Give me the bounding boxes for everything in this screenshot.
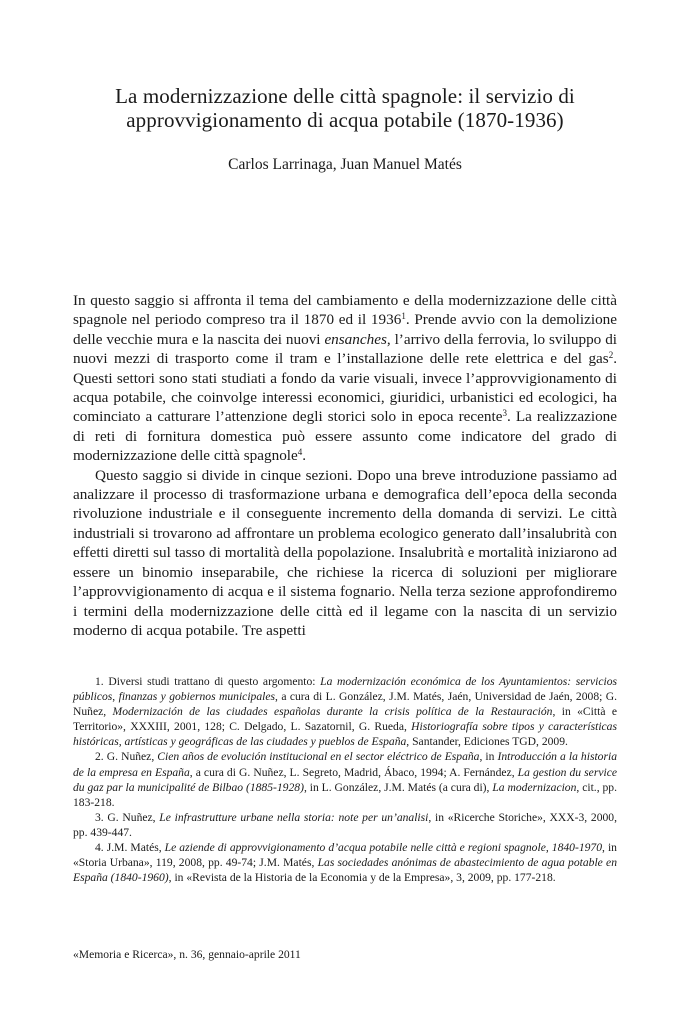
footnote-text: , in «Città e Territorio», XXXIII, 2001, 128; C. Delgado, L. Sazatornil, G. Rueda, [73,705,617,734]
article-page [73,84,618,961]
footnote-text: , a cura di G. Nuñez, L. Segreto, Madrid, Ábaco, 1994; A. Fernández, [189,765,518,779]
footnote-citation-title: Le aziende di approvvigionamento d’acqua potabile nelle città e regioni spagnole, 1840-1970 [164,841,603,855]
footnote-citation-title: La modernizacion [492,780,577,794]
body-text-run: . La realizzazione di reti di fornitura domestica può essere assunto come indicatore del grado di modernizzazione delle città spagnole [73,408,618,465]
footnote-text: 1. Diversi studi trattano di questo argomento: [95,675,321,688]
footnote-text: , in «Revista de la Historia de la Economia y de la Empresa», 3, 2009, pp. 177-218. [168,871,556,885]
footnote-citation-title: finanzas y gobiernos municipales [118,690,276,704]
footnote-citation-title: Le infrastrutture urbane nella storia: note per un’analisi [159,810,429,824]
footnote-citation-title: La modernización económica de los Ayuntamientos: servicios públicos [73,675,618,704]
footnote-3 [73,810,617,840]
body-text-run: . [302,447,307,465]
body-text-run: . Questi settori sono stati studiati a fondo da varie visuali, invece l’approvvigionamento di acqua potabile, che coinvolge interessi economici, giuridici, urbanistici ed ecologici, ha cominciato a catturare l’attenzione degli storici solo in epoca recente [73,350,617,426]
footnote-ref-2[interactable]: 2 [608,350,614,361]
footnote-ref-4[interactable]: 4 [297,447,303,458]
footnote-text: , Santander, Ediciones TGD, 2009. [406,735,568,749]
italic-term: ensanches [324,330,387,348]
footnote-ref-3[interactable]: 3 [502,408,507,419]
footnotes [73,674,617,885]
footnote-text: , [112,690,119,704]
footnote-citation-title: Modernización de las ciudades españolas durante la crisis política de la Restauración [112,705,553,719]
body-paragraph-2: Questo saggio si divide in cinque sezioni. Dopo una breve introduzione passiamo ad analizzare il processo di trasformazione urbana e demografica dell’epoca della seconda rivoluzione industriale e il conseguente incremento della domanda di servizi. Le città industriali si trovarono ad affrontare un problema ecologico generato dall’insalubrità con effetti diretti sul tasso di mortalità della popolazione. Insalubrità e mortalità iniziarono ad essere un binomio inseparabile, che richiese la ricerca di soluzioni per migliorare l’approvvigionamento di acqua e il sistema fognario. Nella terza sezione approfondiremo i termini della modernizzazione delle città ed il legame con la nascita di un servizio moderno di acqua potabile. Tre aspetti [73,466,617,639]
body-text-run: In questo saggio si affronta il tema del cambiamento e della modernizzazione delle città spagnole nel periodo compreso tra il 1870 ed il 1936 [73,292,617,329]
footnote-4 [73,840,617,885]
footnote-citation-title: Las sociedades anónimas de abastecimiento de agua potable en España (1840-1960) [73,856,617,885]
footnote-text: , a cura di L. González, J.M. Matés, Jaén, Universidad de Jaén, 2008; G. Nuñez, [73,690,618,719]
footnote-citation-title: Introducción a la historia de la empresa en España [73,750,617,779]
footnote-text: , in L. González, J.M. Matés (a cura di), [303,780,493,794]
footnote-citation-title: La gestion du service du gaz par la municipalité de Bilbao (1885-1928) [73,765,617,794]
footnote-1 [73,674,617,749]
article-title: La modernizzazione delle città spagnole: il servizio di approvvigionamento di acqua potabile (1870-1936) [115,84,575,132]
footnote-citation-title: Historiografía sobre tipos y características históricas, artísticas y geográficas de las ciudades y pueblos de España [73,720,617,749]
body-text-run: . Prende avvio con la demolizione delle vecchie mura e la nascita dei nuovi [73,311,618,348]
article-body [73,291,617,640]
body-paragraph-1 [73,291,617,466]
footnote-2 [73,749,617,809]
footnote-ref-1[interactable]: 1 [401,311,406,322]
footnote-text: 2. G. Nuñez, [95,750,158,764]
footnote-text: , in «Storia Urbana», 119, 2008, pp. 49-74; J.M. Matés, [73,841,617,870]
article-authors: Carlos Larrinaga, Juan Manuel Matés [228,156,462,173]
footnote-text: 3. G. Nuñez, [95,810,160,824]
footnote-text: 4. J.M. Matés, [95,841,165,855]
footnote-text: , cit., pp. 183-218. [73,780,617,809]
journal-footer: «Memoria e Ricerca», n. 36, gennaio-aprile 2011 [73,948,301,961]
footnote-text: , in «Ricerche Storiche», XXX-3, 2000, pp. 439-447. [73,810,617,839]
footnote-text: , in [479,750,498,764]
footnote-citation-title: Cien años de evolución institucional en el sector eléctrico de España [157,750,480,764]
body-text-run: , l’arrivo della ferrovia, lo sviluppo di nuovi mezzi di trasporto come il tram e l’installazione delle rete elettrica e del gas [73,330,618,368]
